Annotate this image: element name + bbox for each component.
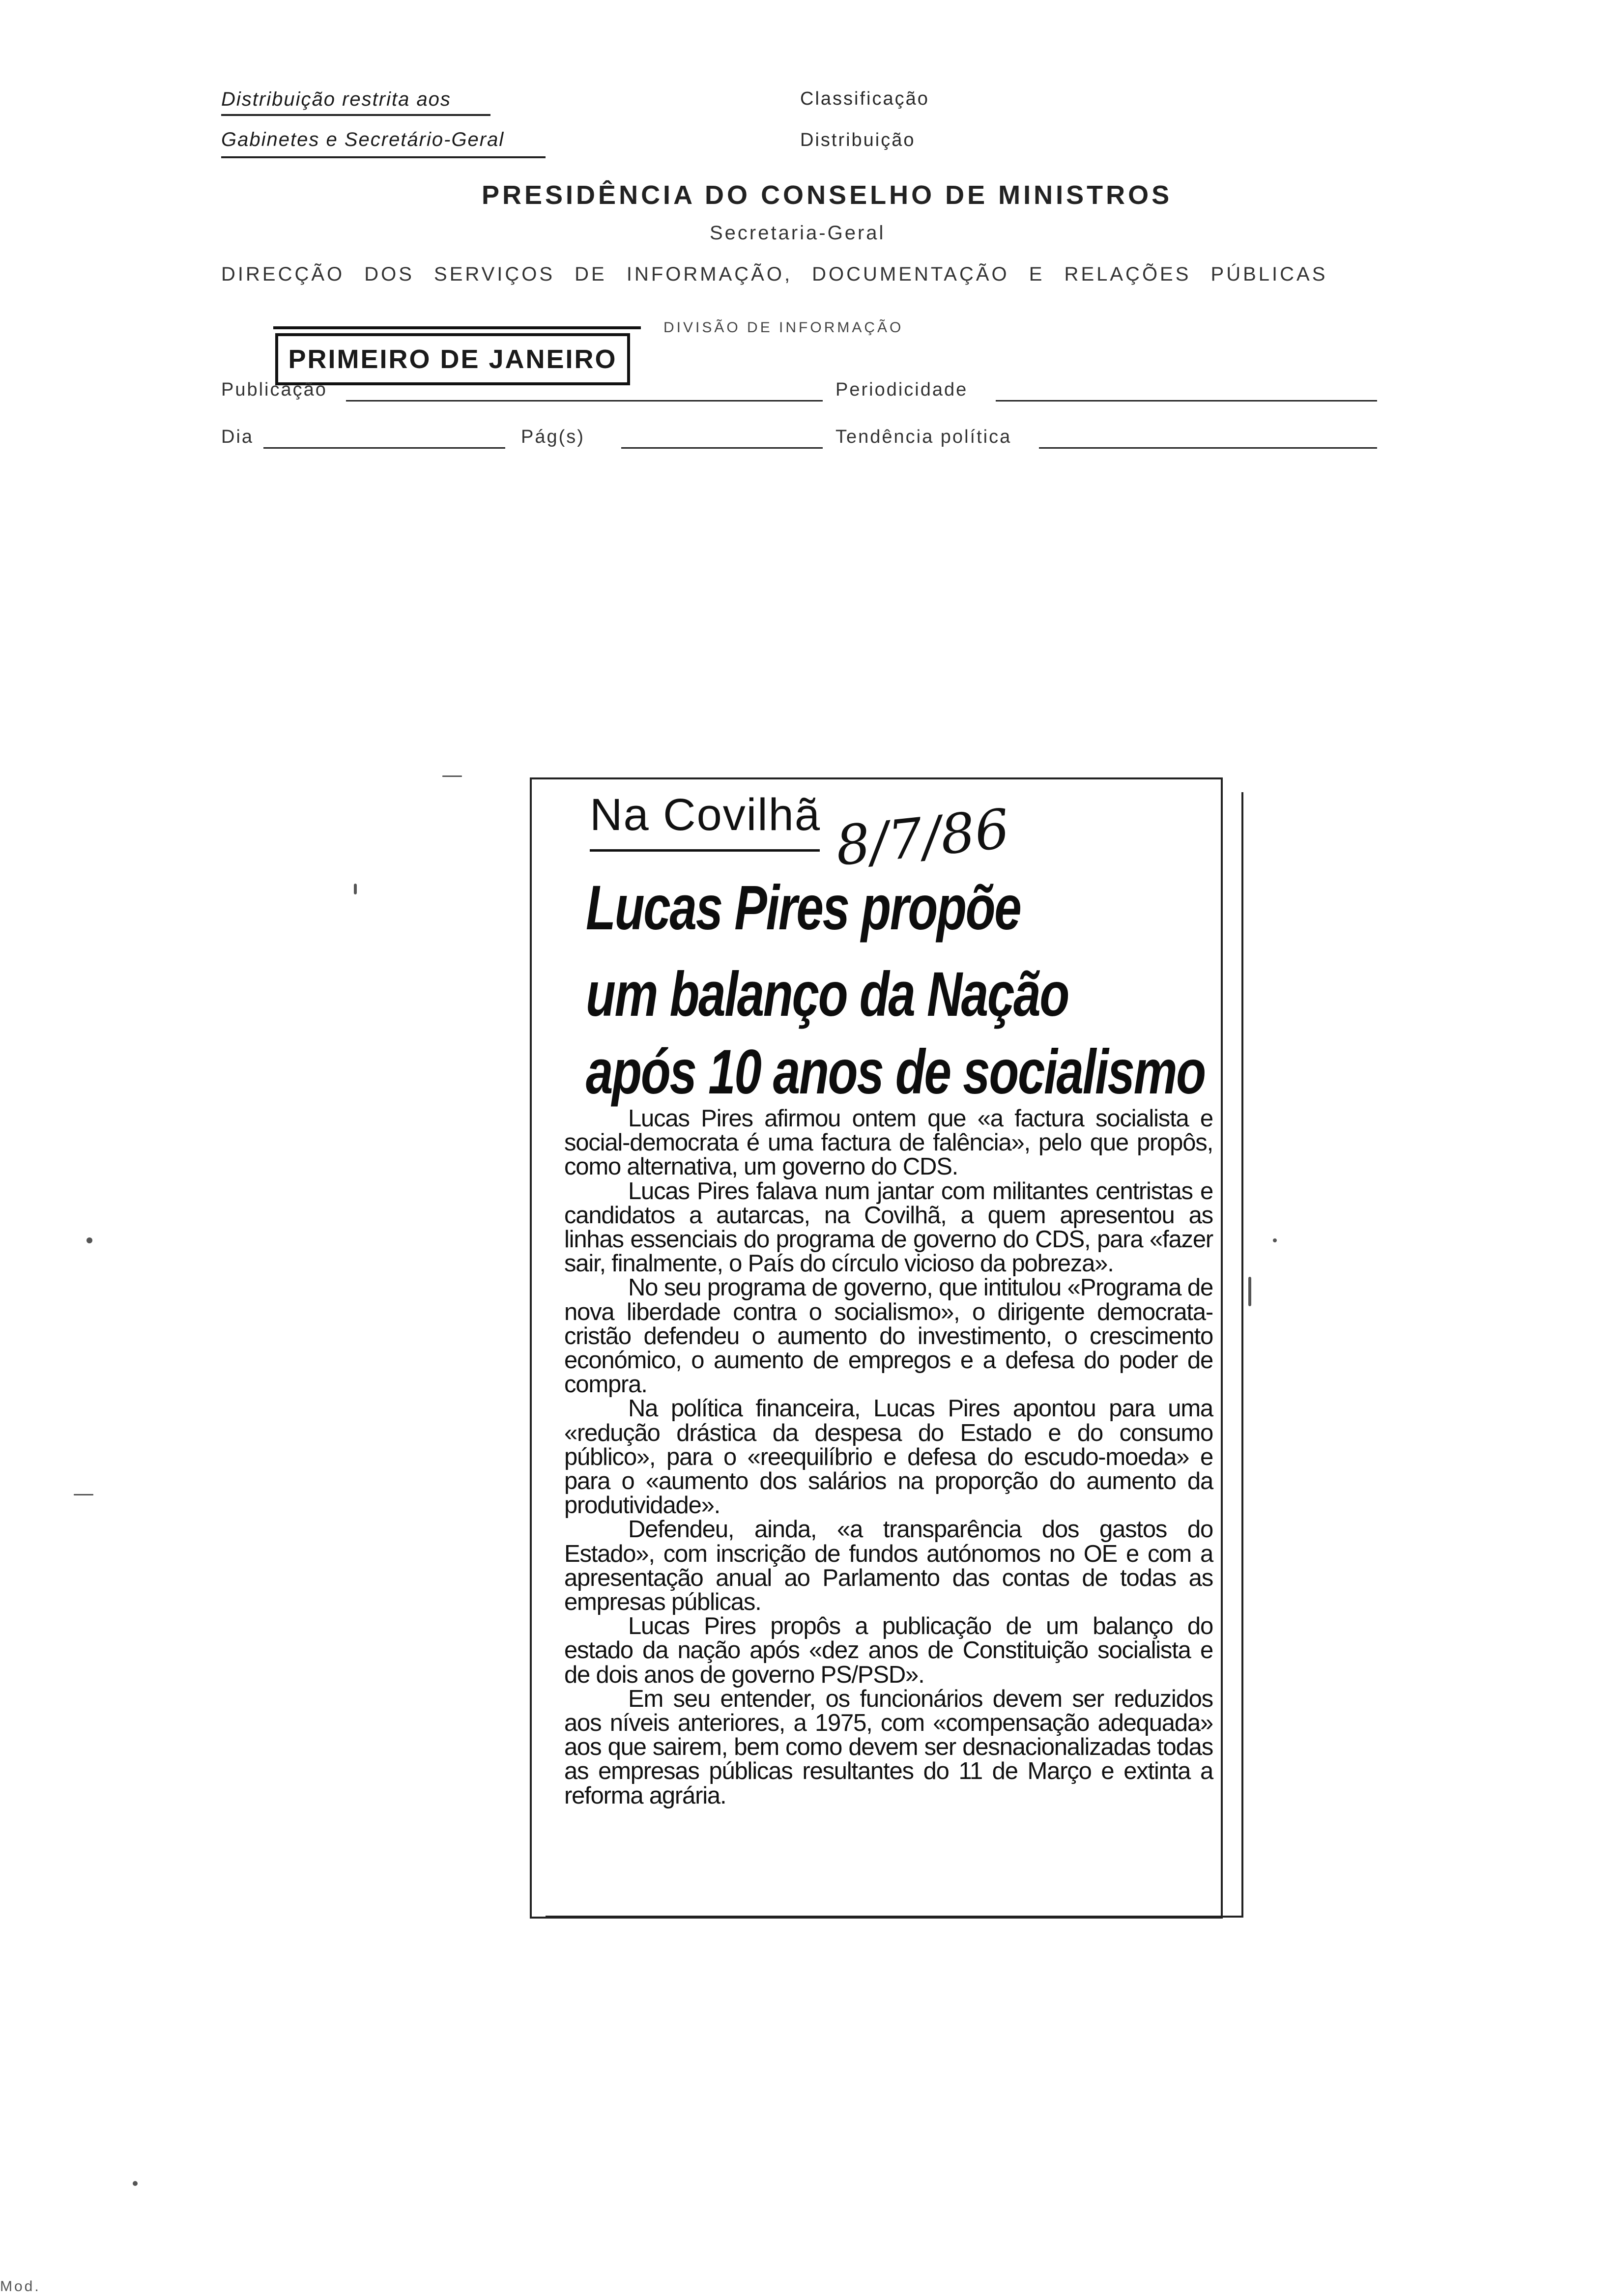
publicacao-label: Publicação [221, 379, 327, 400]
article-paragraph: Na política financeira, Lucas Pires apontou para uma «redução drástica da despesa do Estado e do consumo público», para o «reequilíbrio e defesa do escudo-moeda» e para o «aumento dos salários na proporção do aumento da produtividade». [564, 1395, 1213, 1519]
form-code: Mod. [0, 2278, 41, 2295]
headline-line-1: Lucas Pires propõe [586, 873, 1021, 943]
dia-line [263, 447, 505, 449]
tendencia-label: Tendência política [835, 427, 1012, 447]
stamp-top-bar [273, 326, 641, 329]
restricted-distribution-line1: Distribuição restrita aos [221, 88, 451, 110]
handwritten-date: 8/7/86 [833, 797, 1012, 878]
directorate-line: DIRECÇÃO DOS SERVIÇOS DE INFORMAÇÃO, DOCUMENTAÇÃO E RELAÇÕES PÚBLICAS [221, 263, 1328, 285]
section-underline [590, 849, 820, 852]
newspaper-stamp: PRIMEIRO DE JANEIRO [275, 333, 630, 385]
article-paragraph: Defendeu, ainda, «a transparência dos gastos do Estado», com inscrição de fundos autónomos no OE e com a apresentação anual ao Parlamento das contas de todas as empresas públicas. [564, 1516, 1213, 1616]
distribuicao-label: Distribuição [800, 130, 916, 150]
periodicidade-label: Periodicidade [835, 379, 968, 400]
scan-speck [74, 1494, 93, 1495]
tendencia-line [1039, 447, 1377, 449]
organization-title: PRESIDÊNCIA DO CONSELHO DE MINISTROS [482, 180, 1173, 210]
article-paragraph: No seu programa de governo, que intitulou «Programa de nova liberdade contra o socialismo», o dirigente democrata-cristão defendeu o aumento do investimento, o crescimento económico, o aumento de empregos e a defesa do poder de compra. [564, 1274, 1213, 1398]
article-paragraph: Em seu entender, os funcionários devem ser reduzidos aos níveis anteriores, a 1975, com «compensação adequada» aos que sairem, bem como devem ser desnacionalizadas todas as empresas públicas resultantes do 11 de Março e extinta a reforma agrária. [564, 1685, 1213, 1809]
secretariat-subtitle: Secretaria-Geral [710, 222, 886, 244]
scan-speck [1273, 1238, 1277, 1242]
scan-speck [133, 2181, 138, 2186]
section-label: Na Covilhã [590, 790, 821, 840]
classificacao-label: Classificação [800, 88, 929, 109]
article-paragraph: Lucas Pires afirmou ontem que «a factura socialista e social-democrata é uma factura de falência», pelo que propôs, como alternativa, um governo do CDS. [564, 1105, 1213, 1180]
periodicidade-line [996, 400, 1377, 402]
article-paragraph: Lucas Pires propôs a publicação de um balanço do estado da nação após «dez anos de Constituição socialista e de dois anos de governo PS/PSD». [564, 1613, 1213, 1688]
pags-label: Pág(s) [521, 427, 585, 447]
scan-speck [1248, 1277, 1251, 1306]
division-label: DIVISÃO DE INFORMAÇÃO [663, 319, 904, 336]
headline-line-3: após 10 anos de socialismo [586, 1037, 1205, 1107]
scan-speck [86, 1237, 92, 1243]
article-paragraph: Lucas Pires falava num jantar com militantes centristas e candidatos a autarcas, na Covilhã, a quem apresentou as linhas essenciais do programa de governo do CDS, para «fazer sair, finalmente, o País do círculo vicioso da pobreza». [564, 1177, 1213, 1277]
publicacao-line [346, 400, 823, 402]
scan-speck [354, 884, 357, 894]
pags-line [621, 447, 823, 449]
header-rule-2 [221, 156, 546, 158]
header-rule-1 [221, 114, 490, 116]
dia-label: Dia [221, 427, 254, 447]
headline-line-2: um balanço da Nação [586, 959, 1068, 1030]
article-body [564, 1107, 1213, 1808]
restricted-distribution-line2: Gabinetes e Secretário-Geral [221, 129, 505, 150]
scan-speck [442, 775, 462, 777]
